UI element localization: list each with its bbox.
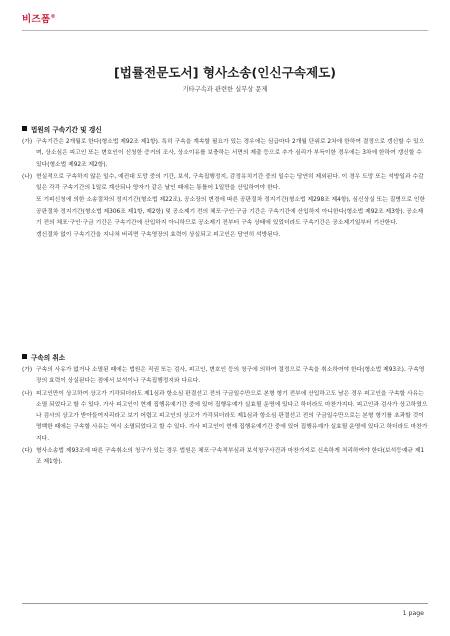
document-subtitle: 기타구속과 관련한 실무상 문제 — [182, 86, 268, 93]
square-bullet-icon — [22, 354, 27, 359]
header-divider — [22, 30, 428, 31]
section-heading: 구속의 취소 — [22, 352, 428, 364]
bizforms-logo: 비즈폼® — [22, 13, 56, 25]
item-paragraph: 현실적으로 구속하지 않은 일수, 예컨대 도망 중의 기간, 보석, 구속집행정지, 감정유치기간 중의 일수는 당연히 제외된다. 이 경우 도망 또는 석방일과 수감일은 각각 구속기간의 1일로 계산되나 양자가 같은 날인 때에는 통틀어 1일만을 산입하여야 한다. — [36, 173, 424, 192]
item-paragraph: 형사소송법 제93조에 따른 구속취소의 청구가 있는 경우 법원은 체포·구속적부심과 보석청구사건과 마찬가지로 신속하게 처리하여야 한다(보석등예규 제1조 제1항). — [36, 448, 425, 466]
list-item — [22, 137, 428, 171]
list-item — [22, 389, 428, 445]
list-item — [22, 172, 428, 242]
section-detention-cancellation — [22, 352, 428, 469]
item-paragraph: 구속의 사유가 없거나 소멸된 때에는 법원은 직권 또는 검사, 피고인, 변호인 등의 청구에 의하여 결정으로 구속을 취소하여야 한다(형소법 제93조). 구속영장의 효력이 상실된다는 점에서 보석이나 구속집행정지와 다르다. — [36, 367, 425, 385]
item-paragraph: 피고인만이 상고하여 상고가 기각되더라도 제1심과 항소심 판결선고 전의 구금일수만으로 본형 형기 전부에 산입하고도 남은 경우 피고인을 구속할 사유는 소멸 되었다고 할 수 있다. 가사 피고인이 현재 집행유예기간 중에 있어 집행유예가 실효될 운명에 있다고 하더라도 마찬가지다. 피고인과 검사가 상고하였으나 검사의 상고가 받아들여지리라고 보기 어렵고 피고인의 상고가 가각되더라도 제1심과 항소심 판결선고 전의 구금일수만으로는 본형 형기를 초과할 것이 명백한 때에는 구속할 사유는 역시 소멸되었다고 할 수 있다. 가사 피고인이 현재 집행유예기간 중에 있어 집행유예가 실효될 운명에 있다고 하더라도 마찬가지다. — [36, 390, 428, 442]
item-marker: (가) — [22, 367, 33, 373]
item-marker: (나) — [22, 173, 33, 180]
list-item — [22, 446, 428, 469]
page-number: 1 page — [402, 610, 424, 617]
section-court-detention-period — [22, 124, 428, 242]
list-item — [22, 365, 428, 388]
section-heading: 법원의 구속기간 및 갱신 — [22, 124, 428, 136]
item-paragraph: 또 기피신청에 의한 소송절차의 정지기간(형소법 제22조), 공소장의 변경에 따른 공판절차 정지기간(형소법 제298조 제4항), 심신상실 또는 질병으로 인한 공판절차 정지기간(형소법 제306조 제1항, 제2항) 및 공소제기 전의 체포·구인·구금 기간은 구속기간에 산입하지 아니한다(형소법 제92조 제3항). 공소제기 전의 체포·구인·구금 기간은 구속기간에 산입하지 아니하므로 공소제기 전부터 구속 상태에 있었더라도 구속기간은 공소제기일부터 기산한다. — [36, 197, 426, 227]
document-title: [법률전문도서] 형사소송(인신구속제도) — [113, 65, 337, 80]
item-marker: (다) — [22, 448, 33, 455]
registered-mark: ® — [50, 13, 56, 20]
item-marker: (나) — [22, 390, 33, 397]
item-paragraph: 갱신절차 없이 구속기간을 지나쳐 버리면 구속영장의 효력이 상실되고 피고인은 당연히 석방된다. — [36, 232, 281, 239]
square-bullet-icon — [22, 126, 27, 131]
item-paragraph: 구속기간은 2개월로 한다(형소법 제92조 제1항). 특히 구속을 계속할 필요가 있는 경우에는 심급마다 2개월 단위로 2차에 한하여 결정으로 갱신할 수 있으며, 상소심은 피고인 또는 변호인이 신청한 증거의 조사, 상소이유를 보충하는 서면의 제출 등으로 추가 심리가 부득이한 경우에는 3차에 한하여 갱신할 수 있다(형소법 제92조 제2항). — [36, 139, 425, 168]
footer-divider — [22, 603, 428, 604]
item-marker: (가) — [22, 139, 33, 145]
